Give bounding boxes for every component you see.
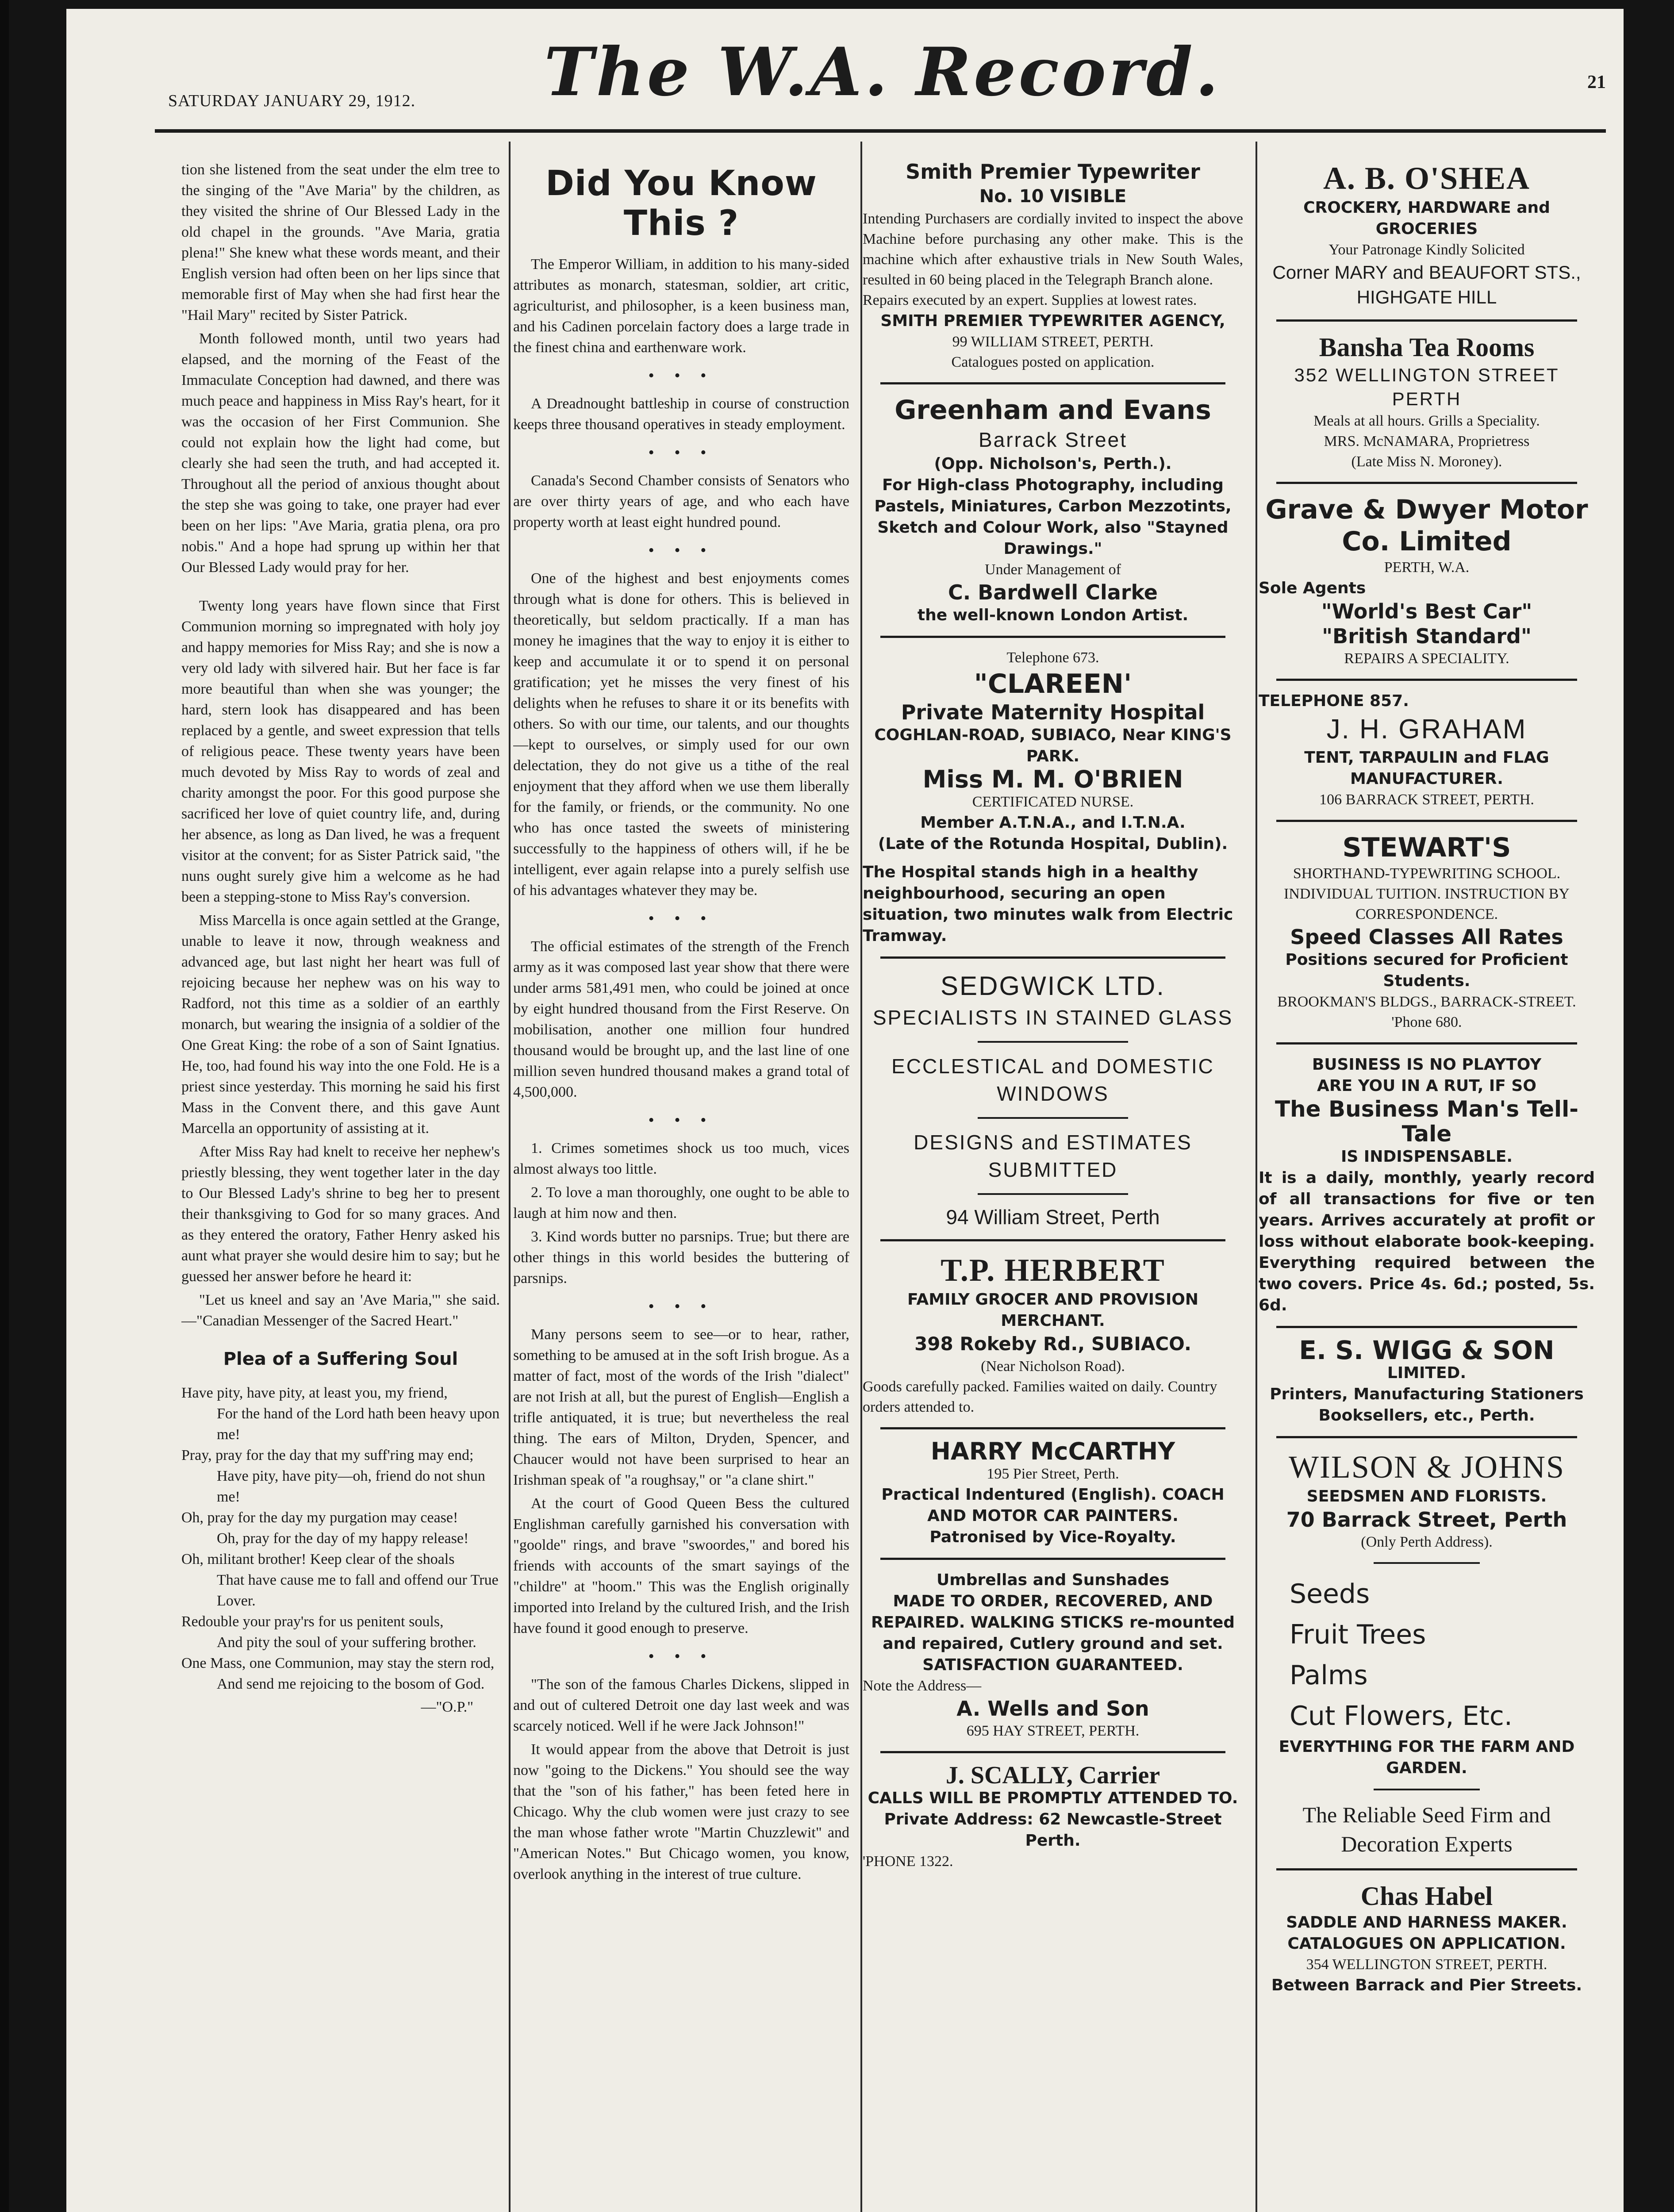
ad-body: INDIVIDUAL TUITION. INSTRUCTION BY CORRESPONDENCE. bbox=[1284, 886, 1570, 922]
ad-divider bbox=[1276, 319, 1577, 322]
ad-note: MRS. McNAMARA, Proprietress bbox=[1324, 433, 1530, 449]
product-item: Seeds bbox=[1290, 1578, 1370, 1609]
ad-divider bbox=[880, 382, 1225, 384]
ad-title: J. SCALLY, Carrier bbox=[945, 1762, 1160, 1789]
ad-divider bbox=[1276, 1042, 1577, 1045]
news-item: 3. Kind words butter no parsnips. True; but there are other things in this world besides the buttering of parsnips. bbox=[513, 1229, 849, 1286]
ad-body: It is a daily, monthly, yearly record of all transactions for five or ten years. Arrives accurately at profit or loss without elaborate book-keeping. Everything required between the two covers. Price 4s. 6d.; posted, 5s. 6d. bbox=[1259, 1169, 1595, 1314]
ad-wells-umbrellas bbox=[863, 1570, 1243, 1741]
ad-line: ECCLESTICAL and DOMESTIC WINDOWS bbox=[891, 1055, 1214, 1105]
ad-address: Corner MARY and BEAUFORT STS., HIGHGATE HILL bbox=[1272, 262, 1581, 307]
ad-product-list bbox=[1259, 1574, 1595, 1736]
ad-title: J. H. GRAHAM bbox=[1326, 714, 1527, 745]
ad-line: "British Standard" bbox=[1322, 624, 1532, 648]
ad-note: Patronised by Vice-Royalty. bbox=[929, 1528, 1176, 1546]
ad-line: ARE YOU IN A RUT, IF SO bbox=[1317, 1077, 1536, 1095]
ad-divider bbox=[1374, 1562, 1480, 1564]
page-header bbox=[66, 9, 1624, 124]
ad-note: Your Patronage Kindly Solicited bbox=[1328, 242, 1525, 258]
ad-note: Note the Address— bbox=[863, 1678, 982, 1694]
column-divider bbox=[1256, 142, 1257, 2212]
ad-divider bbox=[880, 636, 1225, 638]
ad-name: Miss M. M. O'BRIEN bbox=[922, 765, 1183, 793]
poem-title: Plea of a Suffering Soul bbox=[223, 1349, 458, 1369]
ad-divider bbox=[1276, 679, 1577, 681]
poem-signature: —"O.P." bbox=[421, 1699, 473, 1715]
news-item: The Emperor William, in addition to his many-sided attributes as monarch, statesman, soldier, art critic, agriculturist, and philosopher, is a keen business man, and his Cadinen porcelain factory does a large trade in the finest china and earthenware work. bbox=[513, 256, 849, 356]
poem-line: For the hand of the Lord hath been heavy upon me! bbox=[217, 1406, 500, 1443]
separator-stars: • • • bbox=[648, 541, 714, 560]
page-number: 21 bbox=[1587, 72, 1606, 92]
ad-title: Bansha Tea Rooms bbox=[1319, 333, 1535, 362]
ad-note: the well-known London Artist. bbox=[917, 606, 1189, 624]
poem-line: That have cause me to fall and offend our True Lover. bbox=[217, 1572, 499, 1609]
ad-note: CERTIFICATED NURSE. bbox=[972, 794, 1134, 810]
ad-body: Practical Indentured (English). COACH AND MOTOR CAR PAINTERS. bbox=[881, 1486, 1225, 1525]
separator-stars: • • • bbox=[648, 1297, 714, 1316]
ad-body: For High-class Photography, including Pastels, Miniatures, Carbon Mezzotints, Sketch and Colour Work, also "Stayned Drawings." bbox=[874, 476, 1232, 558]
ad-address: 354 WELLINGTON STREET, PERTH. bbox=[1306, 1956, 1547, 1973]
ad-clareen bbox=[863, 648, 1243, 947]
ad-line: BUSINESS IS NO PLAYTOY bbox=[1312, 1056, 1542, 1074]
ad-tagline: The Reliable Seed Firm and Decoration Experts bbox=[1302, 1802, 1551, 1856]
ad-address: 195 Pier Street, Perth. bbox=[987, 1466, 1119, 1482]
ad-body: MADE TO ORDER, RECOVERED, AND REPAIRED. WALKING STICKS re-mounted and repaired, Cutlery ground and set. SATISFACTION GUARANTEED. bbox=[871, 1592, 1235, 1674]
ad-divider bbox=[1276, 482, 1577, 484]
separator-stars: • • • bbox=[648, 1647, 714, 1666]
section-heading: Did You Know This ? bbox=[545, 164, 817, 243]
news-item: It would appear from the above that Detroit is just now "going to the Dickens." You should see the way that the "son of his father," has been feted here in Chicago. Why the club women were just crazy to see the man whose father wrote "Martin Chuzzlewit" and "American Notes." But Chicago women, you know, overlook anything in the interest of true culture. bbox=[513, 1741, 849, 1882]
ad-jh-graham bbox=[1259, 691, 1595, 810]
ad-subtitle: FAMILY GROCER AND PROVISION MERCHANT. bbox=[907, 1290, 1199, 1330]
ad-line: Speed Classes All Rates bbox=[1290, 925, 1563, 949]
ad-title: The Business Man's Tell-Tale bbox=[1275, 1096, 1579, 1147]
ad-note: Member A.T.N.A., and I.T.N.A. bbox=[920, 814, 1186, 832]
ad-title: T.P. HERBERT bbox=[941, 1252, 1165, 1288]
ad-line: SPECIALISTS IN STAINED GLASS bbox=[872, 1006, 1233, 1029]
poem-line: Oh, militant brother! Keep clear of the shoals bbox=[181, 1551, 455, 1567]
ad-title: HARRY McCARTHY bbox=[930, 1437, 1175, 1465]
poem-line: Have pity, have pity, at least you, my friend, bbox=[181, 1385, 448, 1401]
ad-divider bbox=[978, 1117, 1128, 1119]
ad-chas-habel bbox=[1259, 1880, 1595, 1996]
ad-line: "World's Best Car" bbox=[1321, 599, 1532, 623]
story-paragraph: "Let us kneel and say an 'Ave Maria,'" she said.—"Canadian Messenger of the Sacred Heart." bbox=[181, 1292, 500, 1329]
news-item: One of the highest and best enjoyments comes through what is done for others. This is believed in theoretically, but seldom practically. If a man has money he imagines that the way to enjoy it is either to keep and accumulate it or to spend it on personal gratification; yet he misses the very finest of his delights when he refuses to share it or its benefits with others. So with our time, our talents, and our thoughts—kept to ourselves, or simply used for our own delectation, they do not give us a tithe of the real enjoyment that they afford when we use them liberally for the family, or friends, or the community. No one who has once tasted the sweets of ministering successfully to the happiness of others will, if he be intelligent, ever again relapse into a purely selfish use of his advantages whatever they may be. bbox=[513, 570, 849, 899]
separator-stars: • • • bbox=[648, 366, 714, 385]
ad-street: Barrack Street bbox=[979, 428, 1127, 451]
story-paragraph: Month followed month, until two years had elapsed, and the morning of the Feast of the Immaculate Conception had dawned, and there was much peace and happiness in Miss Ray's heart, for it was the occasion of her First Communion. She could not explain how the light had come, but clearly she had seen the truth, and had accepted it. Throughout all the period of anxious thought about the step she was going to take, one prayer had ever been on her lips: "Ave Maria, gratia plena, ora pro nobis." And a hope had sprung up within her that Our Blessed Lady would pray for her. bbox=[181, 330, 500, 576]
ad-body: Meals at all hours. Grills a Speciality. bbox=[1313, 413, 1540, 429]
ad-subtitle: No. 10 VISIBLE bbox=[979, 186, 1127, 207]
ad-address: 352 WELLINGTON STREET PERTH bbox=[1294, 365, 1559, 409]
ad-address: BROOKMAN'S BLDGS., BARRACK-STREET. bbox=[1277, 994, 1576, 1010]
poem-line: And pity the soul of your suffering brother. bbox=[217, 1634, 476, 1651]
news-item: 1. Crimes sometimes shock us too much, vices almost always too little. bbox=[513, 1140, 849, 1177]
ad-tp-herbert bbox=[863, 1251, 1243, 1417]
ad-subtitle: SHORTHAND-TYPEWRITING SCHOOL. bbox=[1293, 865, 1561, 882]
ad-title: WILSON & JOHNS bbox=[1288, 1449, 1565, 1485]
ad-wilson-johns bbox=[1259, 1448, 1595, 1859]
ad-bansha-tea-rooms bbox=[1259, 331, 1595, 472]
ad-address: 695 HAY STREET, PERTH. bbox=[966, 1723, 1140, 1739]
ad-business-tell-tale bbox=[1259, 1054, 1595, 1316]
ad-note: IS INDISPENSABLE. bbox=[1340, 1148, 1513, 1166]
ad-divider bbox=[1276, 820, 1577, 822]
ad-title: A. B. O'SHEA bbox=[1323, 161, 1531, 196]
ad-address: COGHLAN-ROAD, SUBIACO, Near KING'S PARK. bbox=[874, 726, 1232, 765]
column-divider bbox=[860, 142, 862, 2212]
ad-title: Chas Habel bbox=[1360, 1882, 1493, 1911]
column-ads-right bbox=[1259, 159, 1595, 2212]
news-item: The official estimates of the strength of the French army as it was composed last year show that there were under arms 581,491 men, who could be joined at once by eight hundred thousand from the First Reserve. On mobilisation, another one million four hundred thousand would be brought up, and the last line of one million seven hundred thousand makes a grand total of 4,500,000. bbox=[513, 938, 849, 1100]
header-date: SATURDAY JANUARY 29, 1912. bbox=[168, 92, 416, 110]
ad-note: Catalogues posted on application. bbox=[951, 354, 1155, 370]
ad-name: C. Bardwell Clarke bbox=[948, 580, 1158, 604]
ad-divider bbox=[880, 1751, 1225, 1753]
ad-body: Printers, Manufacturing Stationers Booksellers, etc., Perth. bbox=[1270, 1385, 1584, 1425]
ad-title: STEWART'S bbox=[1342, 832, 1511, 863]
ad-es-wigg bbox=[1259, 1335, 1595, 1426]
ad-note: (Only Perth Address). bbox=[1361, 1534, 1493, 1550]
ad-divider bbox=[880, 1558, 1225, 1560]
ad-title: Smith Premier Typewriter bbox=[906, 160, 1200, 184]
poem-line: Redouble your pray'rs for us penitent souls, bbox=[181, 1613, 444, 1630]
news-item: At the court of Good Queen Bess the cultured Englishman carefully garnished his conversation with "goolde" rings, and brave "swoordes," and bored his friends with accounts of the smart sayings of the "childre" at "hoom." This was the English originally imported into Ireland by the cultured Irish, and the Irish have found it good enough to preserve. bbox=[513, 1495, 849, 1636]
ad-agency: SMITH PREMIER TYPEWRITER AGENCY, bbox=[880, 312, 1225, 330]
ad-harry-mccarthy bbox=[863, 1439, 1243, 1548]
ad-note: (Late of the Rotunda Hospital, Dublin). bbox=[878, 835, 1228, 853]
page-binding-edge bbox=[0, 0, 9, 2212]
ad-title: E. S. WIGG & SON bbox=[1299, 1335, 1555, 1365]
poem-line: Oh, pray for the day my purgation may cease! bbox=[181, 1509, 458, 1526]
story-paragraph: After Miss Ray had knelt to receive her nephew's priestly blessing, they went together later in the day to Our Blessed Lady's shrine to beg her to present their thanksgiving to God for so many graces. And as they entered the oratory, Father Henry asked his aunt what prayer she would desire him to say; but he guessed her answer before he heard it: bbox=[181, 1144, 500, 1285]
separator-stars: • • • bbox=[648, 443, 714, 462]
ad-name: A. Wells and Son bbox=[956, 1697, 1149, 1720]
ad-title: Greenham and Evans bbox=[895, 395, 1211, 426]
ad-divider bbox=[978, 1041, 1128, 1043]
ad-subtitle: SEEDSMEN AND FLORISTS. bbox=[1306, 1487, 1547, 1505]
column-story bbox=[181, 159, 500, 2212]
ad-subtitle: SADDLE AND HARNESS MAKER. CATALOGUES ON APPLICATION. bbox=[1286, 1913, 1567, 1953]
poem-line: And send me rejoicing to the bosom of God. bbox=[217, 1676, 485, 1692]
ad-phone: Telephone 673. bbox=[1006, 649, 1099, 666]
ad-subtitle: CROCKERY, HARDWARE and GROCERIES bbox=[1303, 199, 1550, 238]
ad-note: REPAIRS A SPECIALITY. bbox=[1344, 650, 1509, 667]
product-item: Palms bbox=[1290, 1660, 1368, 1691]
ad-subtitle: TENT, TARPAULIN and FLAG MANUFACTURER. bbox=[1304, 749, 1549, 788]
separator-stars: • • • bbox=[648, 1111, 714, 1129]
ad-line: DESIGNS and ESTIMATES SUBMITTED bbox=[914, 1131, 1192, 1181]
ad-note: Sole Agents bbox=[1259, 579, 1366, 597]
ad-note: Positions secured for Proficient Students. bbox=[1285, 951, 1568, 990]
ad-divider bbox=[880, 956, 1225, 959]
ad-note: Under Management of bbox=[985, 561, 1121, 578]
ad-title: Grave & Dwyer Motor Co. Limited bbox=[1265, 494, 1588, 557]
ad-note: EVERYTHING FOR THE FARM AND GARDEN. bbox=[1279, 1738, 1575, 1777]
ad-address: 398 Rokeby Rd., SUBIACO. bbox=[914, 1333, 1191, 1355]
product-item: Fruit Trees bbox=[1290, 1619, 1426, 1650]
ad-divider bbox=[880, 1427, 1225, 1429]
story-paragraph: Miss Marcella is once again settled at the Grange, unable to leave it now, through weakness and advanced age, but last night her heart was full of rejoicing because her nephew was on his way to Radford, not this time as a soldier of an earthly monarch, but wearing the insignia of a soldier of the One Great King: the robe of a son of Saint Ignatius. He, too, had found his way into the one Fold. He is a priest since yesterday. This morning he said his first Mass in the Convent there, and this gave Aunt Marcella an opportunity of assisting at it. bbox=[181, 912, 500, 1137]
news-item: "The son of the famous Charles Dickens, slipped in and out of cultered Detroit one day last week and was scarcely noticed. Well if he were Jack Johnson!" bbox=[513, 1676, 849, 1734]
ad-title: "CLAREEN' bbox=[974, 668, 1132, 699]
newspaper-page bbox=[66, 9, 1624, 2212]
ad-note: (Late Miss N. Moroney). bbox=[1351, 453, 1502, 470]
ad-body: CALLS WILL BE PROMPTLY ATTENDED TO. bbox=[868, 1789, 1238, 1807]
news-item: Many persons seem to see—or to hear, rather, something to be amused at in the soft Irish brogue. As a matter of fact, most of the words of the Irish "dialect" are not Irish at all, but the purest of English—English a trifle antiquated, it is true; but nevertheless the real thing. The ears of Milton, Dryden, Spencer, and Chaucer would not have been surprised to hear an Irishman speak of "a roughsay," or "a clane shirt." bbox=[513, 1326, 849, 1488]
news-item: 2. To love a man thoroughly, one ought to be able to laugh at him now and then. bbox=[513, 1184, 849, 1221]
ad-note: PERTH, W.A. bbox=[1384, 559, 1470, 576]
ad-address: 70 Barrack Street, Perth bbox=[1286, 1508, 1567, 1532]
ad-address: 94 William Street, Perth bbox=[946, 1206, 1160, 1229]
ad-phone: TELEPHONE 857. bbox=[1259, 692, 1409, 710]
separator-stars: • • • bbox=[648, 909, 714, 928]
ad-divider bbox=[978, 1193, 1128, 1195]
ad-title: Umbrellas and Sunshades bbox=[937, 1571, 1169, 1589]
ad-divider bbox=[880, 1239, 1225, 1241]
news-item: Canada's Second Chamber consists of Senators who are over thirty years of age, and who each have property worth at least eight hundred pound. bbox=[513, 472, 849, 530]
masthead-title: The W.A. Record. bbox=[544, 33, 1221, 111]
ad-oshea bbox=[1259, 159, 1595, 310]
story-paragraph: Twenty long years have flown since that First Communion morning so impregnated with holy joy and happy memories for Miss Ray; and she is now a very old lady with silvered hair. But her face is far more beautiful than when she was younger; the hard, stern look has disappeared and has been replaced by a gentle, and sweet expression that tells of religious peace. These twenty years have been much devoted by Miss Ray to words of zeal and charity amongst the poor. For this good purpose she sacrificed her love of quiet country life, and, during her absence, as long as Dan lived, he was a frequent visitor at the convent; for as Sister Patrick said, "the nuns ought surely give him a welcome as he had been a stepping-stone to Miss Ray's conversion. bbox=[181, 598, 500, 905]
ad-divider bbox=[1276, 1436, 1577, 1438]
ad-phone: 'Phone 680. bbox=[1391, 1014, 1462, 1030]
ad-subtitle: Private Maternity Hospital bbox=[901, 700, 1205, 724]
ad-note: Between Barrack and Pier Streets. bbox=[1271, 1976, 1582, 1994]
poem-line: Have pity, have pity—oh, friend do not shun me! bbox=[217, 1468, 485, 1505]
ad-stewarts bbox=[1259, 832, 1595, 1033]
ad-note: (Opp. Nicholson's, Perth.). bbox=[934, 455, 1172, 473]
ad-divider bbox=[1374, 1789, 1480, 1790]
ad-smith-premier bbox=[863, 159, 1243, 373]
ad-body: Goods carefully packed. Families waited on daily. Country orders attended to. bbox=[863, 1379, 1217, 1415]
ad-divider bbox=[1276, 1326, 1577, 1328]
ad-greenham-evans bbox=[863, 394, 1243, 626]
ad-address: Private Address: 62 Newcastle-Street Perth. bbox=[884, 1810, 1222, 1850]
ad-title: SEDGWICK LTD. bbox=[941, 971, 1165, 1001]
news-item: A Dreadnought battleship in course of construction keeps three thousand operatives in steady employment. bbox=[513, 396, 849, 433]
ad-phone: 'PHONE 1322. bbox=[863, 1853, 953, 1870]
poem-body bbox=[181, 1382, 500, 1694]
ad-grave-dwyer bbox=[1259, 494, 1595, 669]
header-rule bbox=[155, 129, 1606, 133]
ad-address: 106 BARRACK STREET, PERTH. bbox=[1319, 791, 1534, 808]
product-item: Cut Flowers, Etc. bbox=[1290, 1701, 1513, 1732]
ad-body: Repairs executed by an expert. Supplies at lowest rates. bbox=[863, 292, 1197, 308]
ad-address: 99 WILLIAM STREET, PERTH. bbox=[952, 334, 1154, 350]
ad-sedgwick bbox=[863, 968, 1243, 1229]
ad-scally bbox=[863, 1763, 1243, 1872]
ad-body: The Hospital stands high in a healthy neighbourhood, securing an open situation, two minutes walk from Electric Tramway. bbox=[863, 863, 1233, 945]
poem-line: Pray, pray for the day that my suff'ring may end; bbox=[181, 1447, 474, 1463]
column-did-you-know bbox=[513, 159, 849, 2212]
column-divider bbox=[509, 142, 511, 2212]
poem-line: Oh, pray for the day of my happy release! bbox=[217, 1530, 469, 1547]
column-ads-center bbox=[863, 159, 1243, 2212]
poem-line: One Mass, one Communion, may stay the stern rod, bbox=[181, 1655, 495, 1671]
story-paragraph: tion she listened from the seat under the elm tree to the singing of the "Ave Maria" by the children, as they visited the shrine of Our Blessed Lady in the old chapel in the grounds. "Ave Maria, gratia plena!" She knew what these words meant, and their English version had often been on her lips since that memorable first of May when she had first hear the "Hail Mary" recited by Sister Patrick. bbox=[181, 161, 500, 323]
ad-body: Intending Purchasers are cordially invited to inspect the above Machine before purchasing any other make. This is the machine which after exhaustive trials in New South Wales, resulted in 60 being placed in the Telegraph Branch alone. bbox=[863, 211, 1243, 288]
ad-note: LIMITED. bbox=[1387, 1364, 1467, 1382]
ad-divider bbox=[1276, 1868, 1577, 1870]
ad-note: (Near Nicholson Road). bbox=[981, 1358, 1125, 1375]
